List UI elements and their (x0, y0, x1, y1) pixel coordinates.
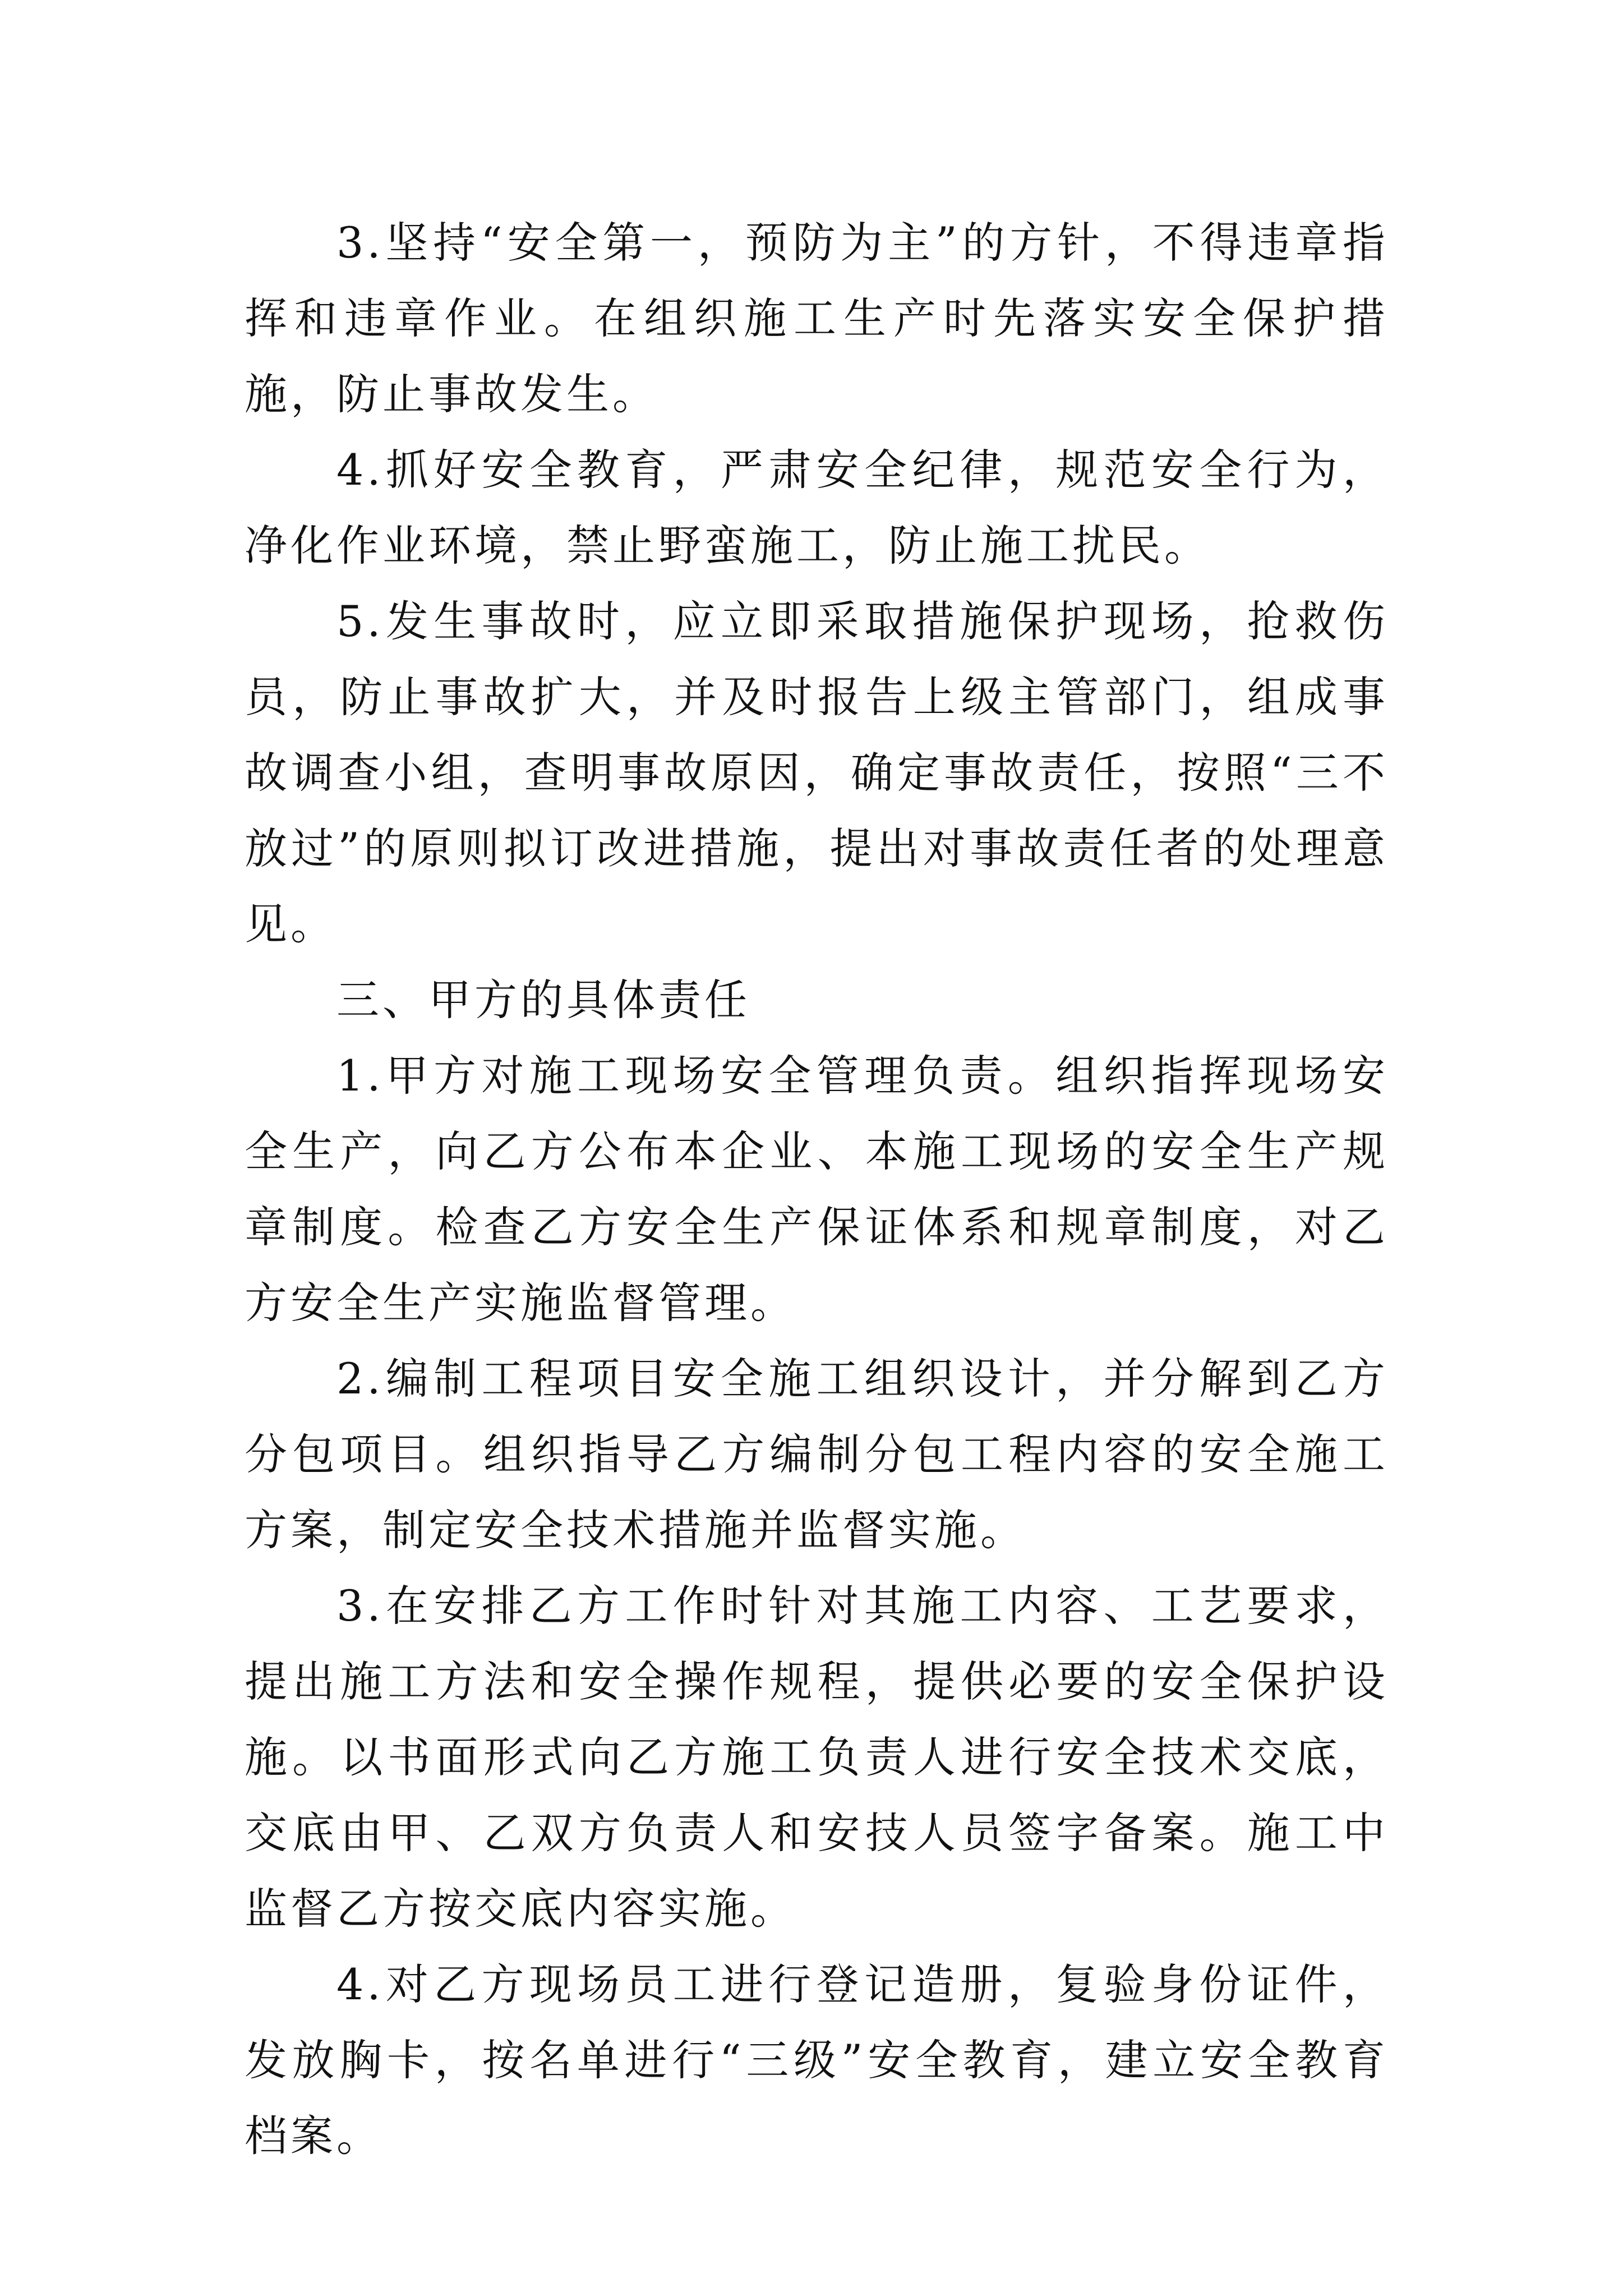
section-paragraph-4: 4.对乙方现场员工进行登记造册，复验身份证件，发放胸卡，按名单进行“三级”安全教育，建立安全教育档案。 (245, 1959, 1389, 2161)
section-heading: 三、甲方的具体责任 (336, 975, 750, 1025)
section-paragraph-3: 3.在安排乙方工作时针对其施工内容、工艺要求，提出施工方法和安全操作规程，提供必要的安全保护设施。以书面形式向乙方施工负责人进行安全技术交底，交底由甲、乙双方负责人和安技人员签字备案。施工中监督乙方按交底内容实施。 (245, 1581, 1389, 1934)
paragraph-5-accident-handling: 5.发生事故时，应立即采取措施保护现场，抢救伤员，防止事故扩大，并及时报告上级主管部门，组成事故调查小组，查明事故原因，确定事故责任，按照“三不放过”的原则拟订改进措施，提出对事故责任者的处理意见。 (245, 596, 1389, 949)
paragraph-3-safety-first: 3.坚持“安全第一，预防为主”的方针，不得违章指挥和违章作业。在组织施工生产时先落实安全保护措施，防止事故发生。 (245, 218, 1389, 419)
section-paragraph-1: 1.甲方对施工现场安全管理负责。组织指挥现场安全生产，向乙方公布本企业、本施工现场的安全生产规章制度。检查乙方安全生产保证体系和规章制度，对乙方安全生产实施监督管理。 (245, 1051, 1389, 1328)
document-body (245, 205, 1389, 2174)
paragraph-4-safety-education: 4.抓好安全教育，严肃安全纪律，规范安全行为，净化作业环境，禁止野蛮施工，防止施工扰民。 (245, 445, 1389, 570)
section-paragraph-2: 2.编制工程项目安全施工组织设计，并分解到乙方分包项目。组织指导乙方编制分包工程内容的安全施工方案，制定安全技术措施并监督实施。 (245, 1354, 1389, 1555)
